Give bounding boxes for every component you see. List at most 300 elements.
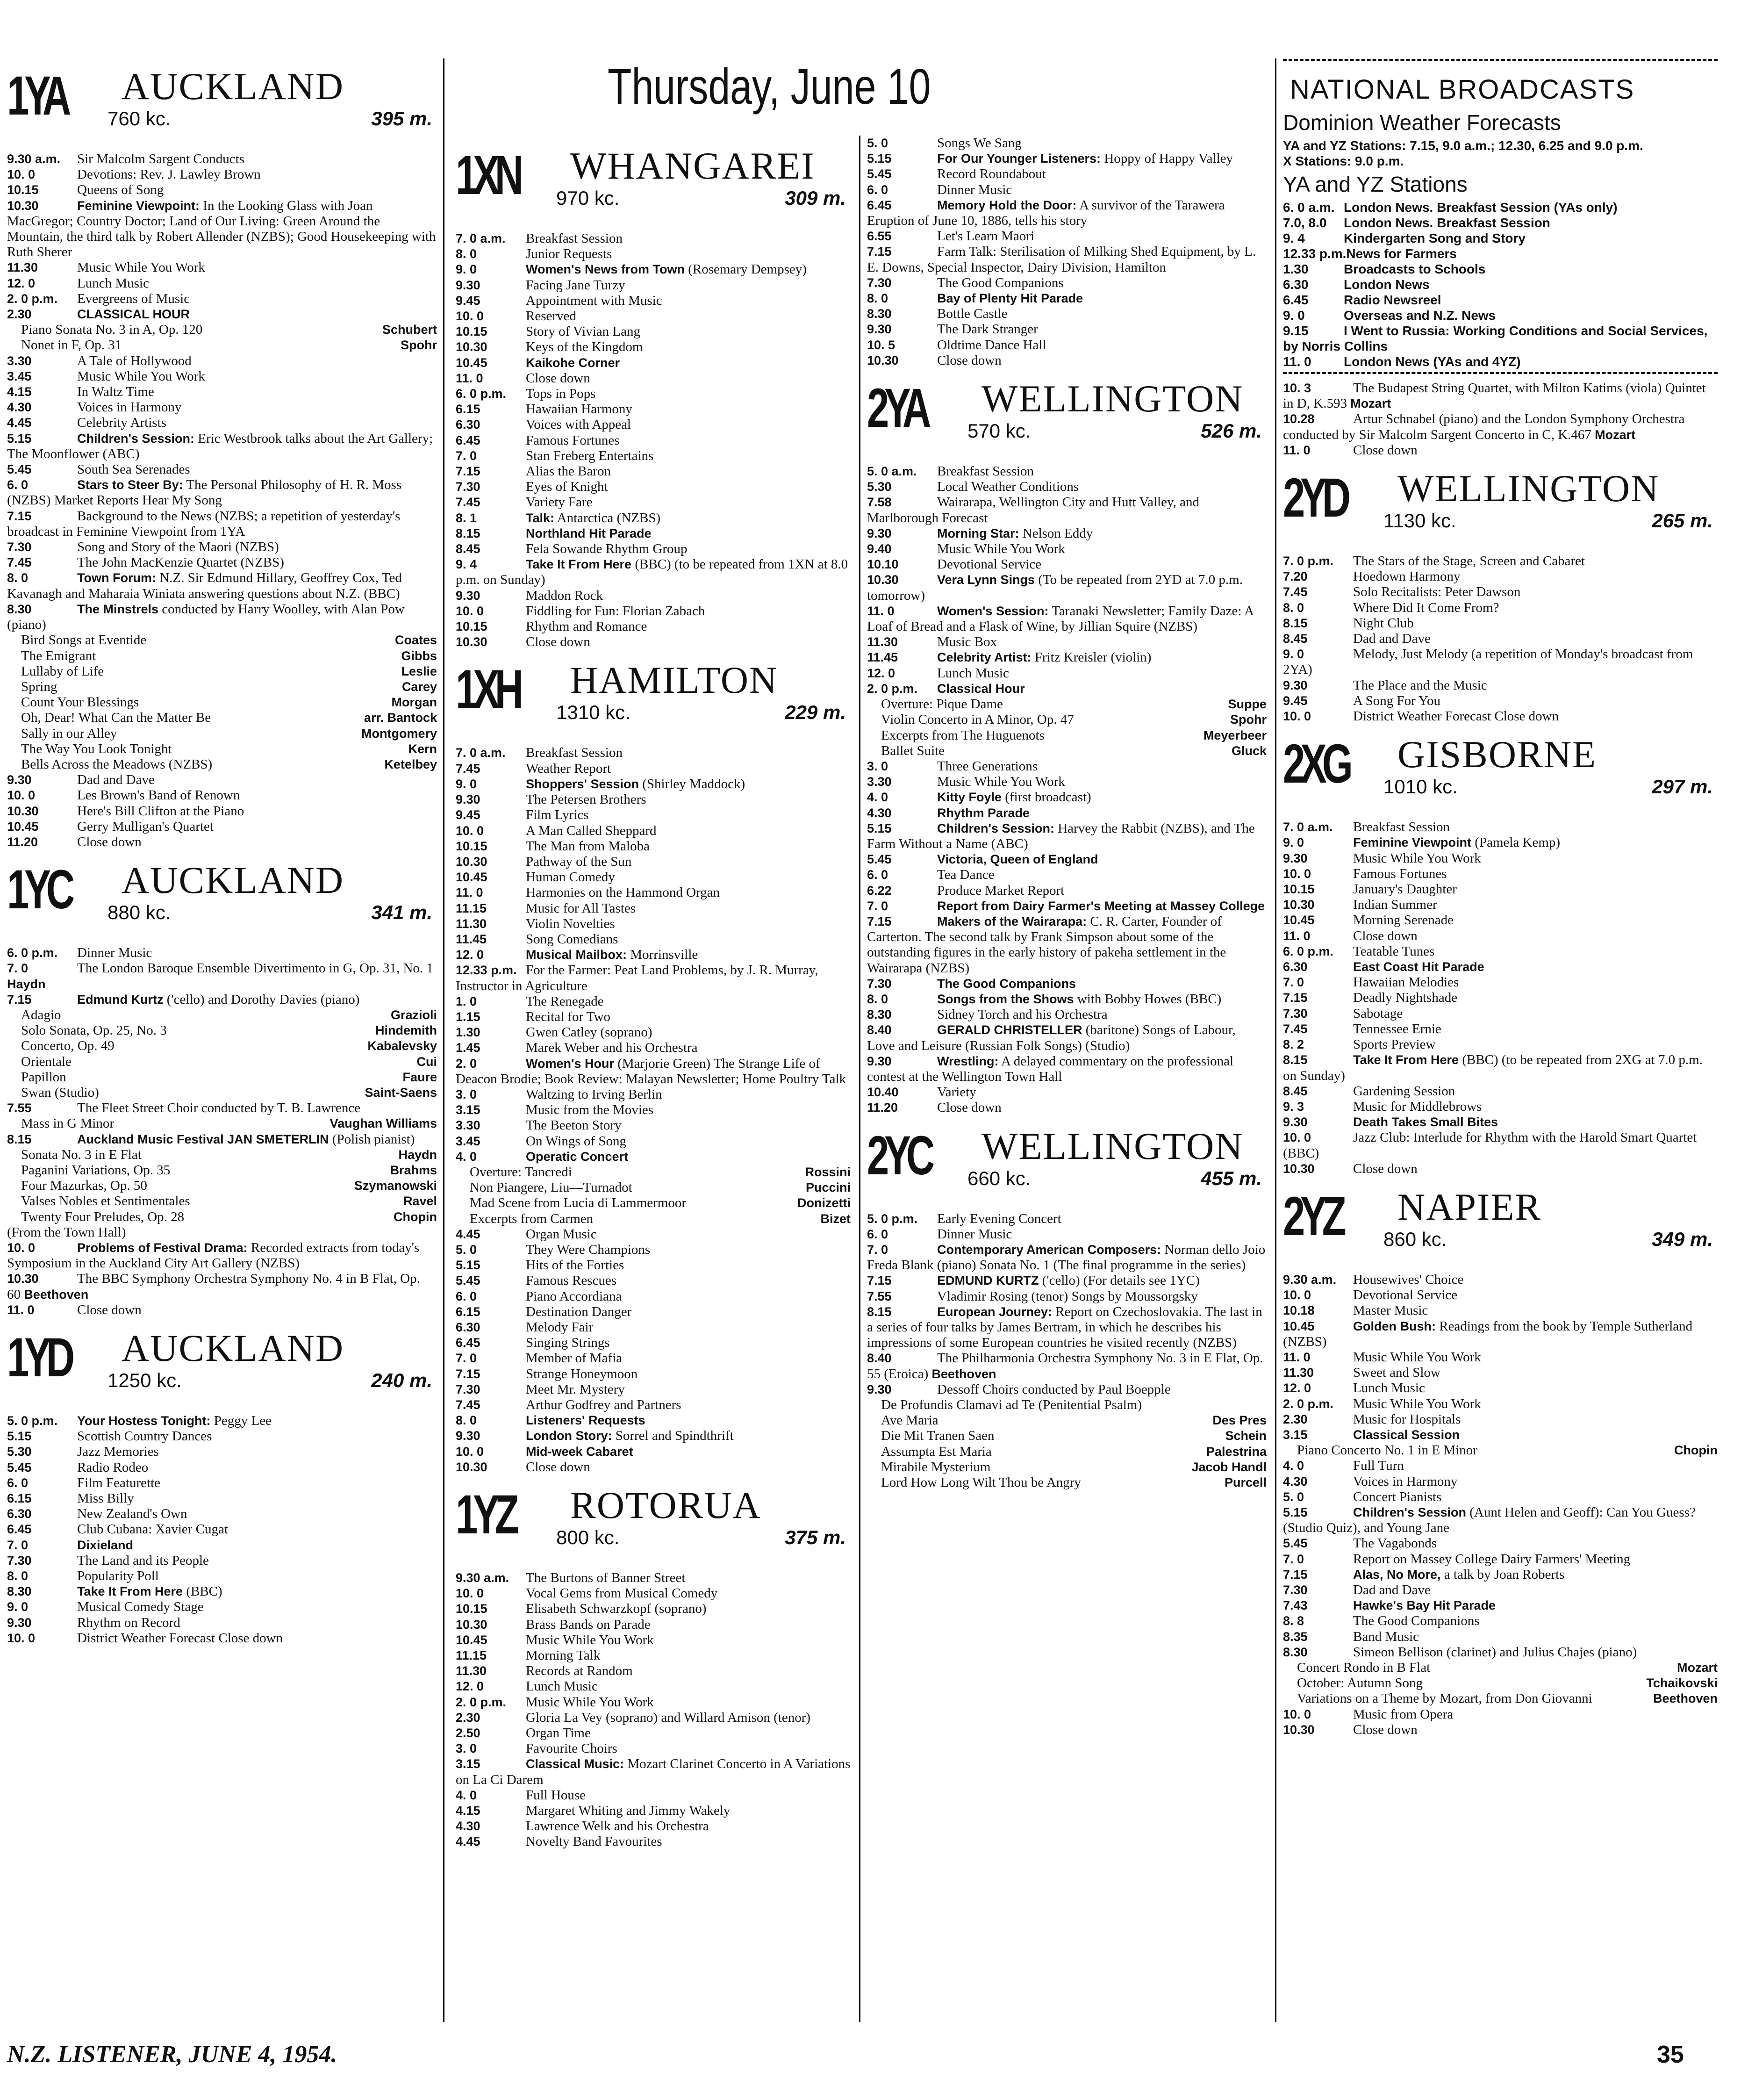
programme-time: 8. 1 (456, 511, 477, 525)
programme-time: 8. 0 (867, 992, 888, 1006)
programme-time: 10.15 (456, 1602, 487, 1616)
programme-item (7, 462, 437, 477)
programme-item (456, 1413, 851, 1428)
programme-time: 8.45 (1283, 632, 1308, 646)
programme-title: Harvey the Rabbit (NZBS), and The Farm Without a Name (ABC) (867, 820, 1255, 851)
programme-time: 9.30 (456, 792, 480, 807)
programme-title: Eyes of Knight (526, 479, 608, 495)
programme-title: Sweet and Slow (1353, 1365, 1440, 1381)
programme-time: 3.30 (867, 775, 892, 789)
programme-time: 10.10 (867, 557, 899, 572)
programme-highlight: Classical Music: (526, 1757, 624, 1771)
station-city: AUCKLAND (122, 65, 344, 108)
programme-title: The Petersen Brothers (526, 792, 646, 807)
programme-time: 11.30 (1283, 1366, 1314, 1380)
programme-highlight: The Minstrels (77, 602, 159, 616)
programme-time: 7.55 (7, 1101, 32, 1115)
programme-work (21, 1194, 437, 1209)
programme-time: 7. 0 (1283, 975, 1304, 990)
programme-time: 10. 0 (1283, 1288, 1311, 1302)
programme-title: Nelson Eddy (1022, 525, 1093, 541)
programme-time: 1. 0 (456, 994, 477, 1008)
programme-item (456, 994, 851, 1009)
programme-title: Celebrity Artists (77, 415, 166, 431)
composer: Ketelbey (384, 757, 437, 771)
work-title: Count Your Blessings (21, 695, 139, 710)
column-divider (859, 136, 860, 2022)
programme-time: 8.35 (1283, 1629, 1308, 1644)
programme-work (21, 338, 437, 353)
programme-item (1283, 616, 1718, 631)
programme-title: Rhythm on Record (77, 1615, 180, 1630)
programme-item (867, 572, 1267, 603)
news-item: Radio Newsreel (1344, 293, 1441, 307)
programme-item (456, 1273, 851, 1288)
programme-item (1283, 1350, 1718, 1365)
programme-title: Scottish Country Dances (77, 1429, 212, 1444)
station-city: WELLINGTON (981, 377, 1244, 420)
programme-work (881, 1413, 1267, 1428)
programme-item (456, 1009, 851, 1025)
programme-time: 3. 0 (456, 1741, 477, 1756)
programme-highlight: Death Takes Small Bites (1353, 1115, 1498, 1129)
programme-work (21, 1023, 437, 1038)
programme-time: 6.45 (7, 1522, 32, 1537)
work-title: Papillon (21, 1069, 66, 1085)
work-title: Spring (21, 679, 57, 694)
programme-item (456, 1648, 851, 1663)
programme-time: 8.30 (7, 1584, 32, 1599)
programme-time: 6.15 (7, 1491, 32, 1506)
programme-time: 8.30 (7, 602, 32, 616)
programme-item (867, 883, 1267, 899)
programme-highlight: Bay of Plenty Hit Parade (937, 291, 1083, 306)
programme-time: 9.30 (867, 322, 892, 337)
programme-title: The Stars of the Stage, Screen and Cabaret (1353, 554, 1585, 569)
station-frequency: 760 kc. (107, 108, 171, 129)
programme-time: 10. 0 (1283, 709, 1311, 724)
programme-title: Musical Comedy Stage (77, 1599, 204, 1615)
programme-title: Close down (526, 1459, 590, 1474)
programme-time: 5.45 (867, 852, 892, 867)
station-wavelength: 455 m. (1201, 1167, 1262, 1189)
programme-time: 7.30 (7, 1553, 32, 1568)
programme-time: 11. 0 (456, 885, 483, 900)
weather-list (1283, 138, 1718, 169)
station-header (867, 373, 1267, 462)
programme-time: 8.15 (456, 526, 480, 540)
programme-item (867, 852, 1267, 867)
programme-item (867, 774, 1267, 790)
programme-time: 2. 0 p.m. (456, 1695, 507, 1709)
programme-work (21, 1147, 437, 1163)
programme-item (7, 1491, 437, 1506)
programme-time: 9.30 a.m. (456, 1571, 509, 1585)
programme-item (867, 1007, 1267, 1022)
programme-time: 5.15 (867, 151, 892, 166)
programme-time: 4.30 (456, 1819, 480, 1834)
programme-time: 3.30 (456, 1118, 480, 1133)
programme-item (1283, 1272, 1718, 1287)
programme-item (456, 1663, 851, 1679)
programme-time: 10. 0 (1283, 1130, 1311, 1145)
programme-work (21, 1116, 437, 1131)
programme-title: Music Box (937, 634, 997, 650)
programme-time: 2. 0 p.m. (867, 681, 918, 696)
programme-item (456, 1382, 851, 1397)
programme-work (21, 1038, 437, 1054)
programme-item (1283, 600, 1718, 616)
programme-time: 9. 0 (7, 1600, 29, 1614)
composer: Tchaikovski (1646, 1676, 1718, 1690)
programme-highlight: GERALD CHRISTELLER (937, 1023, 1082, 1037)
programme-highlight: Alas, No More, (1353, 1567, 1441, 1582)
station-wavelength: 240 m. (371, 1369, 432, 1392)
composer: Kabalevsky (367, 1039, 437, 1053)
programme-highlight: Songs from the Shows (937, 992, 1074, 1006)
programme-item (456, 339, 851, 355)
composer: Grazioli (390, 1007, 437, 1022)
programme-item (456, 433, 851, 448)
programme-highlight: Women's Session: (937, 604, 1049, 618)
programme-item (7, 1615, 437, 1631)
programme-item (1283, 820, 1718, 835)
news-item: News for Farmers (1346, 246, 1457, 261)
programme-time: 3.45 (7, 369, 32, 383)
programme-time: 5. 0 (456, 1242, 477, 1257)
programme-title: ('cello) (For details see 1YC) (1042, 1273, 1200, 1288)
station-wavelength: 229 m. (785, 701, 846, 724)
programme-item (1283, 928, 1718, 944)
programme-time: 10. 0 (7, 788, 36, 803)
work-title: Bells Across the Meadows (NZBS) (21, 756, 213, 772)
programme-title: Dessoff Choirs conducted by Paul Boepple (937, 1381, 1171, 1397)
yayz-line (1283, 323, 1718, 354)
programme-work (1297, 1443, 1718, 1458)
programme-time: 10.30 (456, 1617, 487, 1632)
programme-time: 10.30 (7, 804, 39, 818)
station-wavelength: 309 m. (785, 187, 846, 209)
programme-title: Music from Opera (1353, 1706, 1454, 1722)
programme-highlight: Auckland Music Festival JAN SMETERLIN (77, 1132, 329, 1146)
programme-title: Les Brown's Band of Renown (77, 788, 240, 803)
yayz-heading: YA and YZ Stations (1283, 172, 1468, 196)
station-city: GISBORNE (1397, 733, 1597, 776)
programme-item (1283, 1722, 1718, 1738)
programme-time: 10. 0 (456, 823, 484, 838)
programme-item (867, 322, 1267, 337)
programme-title: A delayed commentary on the professional contest at the Wellington Town Hall (867, 1053, 1234, 1084)
programme-title: Voices in Harmony (77, 400, 182, 415)
programme-time: 6. 0 (867, 1227, 888, 1241)
programme-item (1283, 1084, 1718, 1099)
programme-work (881, 1428, 1267, 1444)
programme-title: In Waltz Time (77, 384, 154, 400)
programme-item (867, 634, 1267, 650)
programme-time: 12. 0 (456, 948, 484, 962)
news-time: 9.15 (1283, 324, 1309, 338)
programme-item (456, 932, 851, 947)
programme-time: 4.45 (7, 416, 32, 430)
work-title: The Emigrant (21, 648, 96, 663)
programme-title: Gloria La Vey (soprano) and Willard Amison (tenor) (526, 1710, 811, 1725)
programme-title: Famous Rescues (526, 1273, 617, 1288)
programme-item (456, 1788, 851, 1803)
station-wavelength: 265 m. (1652, 510, 1713, 532)
programme-title: Organ Time (526, 1726, 591, 1741)
programme-work (881, 728, 1267, 743)
programme-time: 7. 0 (456, 1351, 477, 1366)
programme-time: 8.30 (867, 1007, 892, 1022)
programme-title: The Good Companions (937, 275, 1064, 290)
programme-item (456, 839, 851, 854)
programme-item (867, 992, 1267, 1007)
programme-item (1283, 1613, 1718, 1629)
programme-item (456, 464, 851, 479)
work-title: Lord How Long Wilt Thou be Angry (881, 1475, 1081, 1490)
station-header (1283, 729, 1718, 818)
programme-item (867, 151, 1267, 166)
programme-item (1283, 1303, 1718, 1318)
programme-title: Music While You Work (1353, 1396, 1481, 1411)
programme-title: ('cello) and Dorothy Davies (piano) (166, 992, 360, 1007)
yayz-line (1283, 292, 1718, 308)
programme-title: (Rosemary Dempsey) (688, 262, 807, 277)
programme-title: (Polish pianist) (332, 1131, 415, 1147)
programme-highlight: Take It From Here (526, 557, 632, 572)
programme-item (456, 1428, 851, 1444)
programme-item (456, 823, 851, 839)
programme-item (456, 278, 851, 293)
programme-time: 4.30 (867, 805, 892, 820)
programme-time: 8.45 (456, 542, 480, 556)
programme-item (1283, 1037, 1718, 1052)
programme-time: 5.15 (867, 821, 892, 835)
programme-title: The Land and its People (77, 1553, 209, 1568)
programme-title: (first broadcast) (1005, 790, 1091, 805)
programme-time: 9.40 (867, 542, 892, 556)
programme-item (7, 804, 437, 819)
programme-time: 11. 0 (7, 1302, 35, 1317)
station-header (867, 1121, 1267, 1209)
programme-highlight: Stars to Steer By: (77, 478, 183, 492)
programme-item (456, 1087, 851, 1102)
programme-time: 7.15 (7, 509, 32, 523)
programme-item (456, 1460, 851, 1475)
news-item: London News. Breakfast Session (YAs only) (1344, 200, 1618, 215)
programme-title: Lunch Music (526, 1679, 598, 1694)
programme-title: A Tale of Hollywood (77, 353, 192, 368)
programme-item (1283, 1052, 1718, 1083)
programme-title: Singing Strings (526, 1335, 610, 1351)
programme-title: Hoedown Harmony (1353, 569, 1461, 584)
programme-time: 6. 0 (7, 478, 29, 492)
work-title: Adagio (21, 1007, 61, 1022)
programme-time: 2.50 (456, 1726, 480, 1740)
programme-title: Eric Westbrook talks about the Art Gallery; The Moonflower (ABC) (7, 431, 433, 461)
programme-time: 9.30 (456, 588, 480, 603)
programme-item (456, 1695, 851, 1710)
wavy-rule (1283, 372, 1718, 378)
programme-item (867, 604, 1267, 634)
programme-title: Fiddling for Fun: Florian Zabach (526, 603, 705, 618)
programme-work (881, 1397, 1267, 1413)
programme-highlight: Feminine Viewpoint (1353, 835, 1472, 850)
programme-time: 5.45 (7, 1460, 32, 1474)
programme-highlight: London Story: (526, 1429, 612, 1443)
work-title: October: Autumn Song (1297, 1676, 1423, 1691)
work-title: Valses Nobles et Sentimentales (21, 1194, 190, 1209)
programme-item (456, 246, 851, 262)
programme-title: Story of Vivian Lang (526, 324, 640, 339)
programme-title: Music from the Movies (526, 1102, 654, 1118)
programme-item (1283, 975, 1718, 990)
programme-title: Dad and Dave (77, 772, 155, 788)
programme-title: The Good Companions (1353, 1613, 1480, 1629)
work-title: Solo Sonata, Op. 25, No. 3 (21, 1023, 167, 1038)
programme-time: 10.15 (1283, 882, 1315, 897)
work-title: Oh, Dear! What Can the Matter Be (21, 710, 211, 726)
station-city: ROTORUA (570, 1484, 761, 1527)
programme-item (7, 276, 437, 291)
programme-title: Lawrence Welk and his Orchestra (526, 1819, 709, 1834)
programme-time: 10.30 (456, 854, 487, 869)
programme-title: Let's Learn Maori (937, 229, 1035, 244)
programme-time: 11.20 (7, 834, 38, 849)
programme-title: Song Comedians (526, 931, 618, 947)
yayz-line (1283, 308, 1718, 323)
composer: Spohr (401, 338, 437, 352)
programme-item (1283, 1130, 1718, 1161)
programme-title: District Weather Forecast Close down (1353, 709, 1559, 724)
programme-title: Junior Requests (526, 246, 612, 262)
programme-title: Club Cubana: Xavier Cugat (77, 1522, 228, 1537)
programme-work (881, 697, 1267, 712)
programme-time: 9. 3 (1283, 1099, 1304, 1114)
work-title: Swan (Studio) (21, 1085, 99, 1100)
station-call-sign: 1XH (456, 659, 519, 721)
programme-item (1283, 1365, 1718, 1381)
station-city: WELLINGTON (1397, 467, 1660, 510)
column-divider (443, 58, 444, 2022)
programme-item (456, 1351, 851, 1366)
programme-highlight: Talk: (526, 511, 555, 525)
programme-item (7, 1599, 437, 1615)
programme-work (21, 1085, 437, 1100)
programme-item (456, 1149, 851, 1165)
station-city: AUCKLAND (122, 859, 344, 902)
programme-title: Keys of the Kingdom (526, 339, 643, 355)
programme-highlight: Report from Dairy Farmer's Meeting at Massey College (937, 899, 1265, 913)
programme-item (456, 1025, 851, 1040)
programme-time: 10.18 (1283, 1303, 1315, 1318)
programme-time: 9.45 (1283, 693, 1308, 708)
work-title: Violin Concerto in A Minor, Op. 47 (881, 712, 1074, 727)
programme-time: 7.30 (456, 1382, 480, 1396)
programme-title: (Pamela Kemp) (1475, 835, 1561, 850)
programme-time: 9.30 (7, 773, 32, 787)
programme-title: The Renegade (526, 993, 604, 1009)
programme-item (867, 976, 1267, 992)
programme-item (456, 792, 851, 807)
station-frequency: 880 kc. (107, 901, 171, 924)
programme-highlight: Listeners' Requests (526, 1413, 645, 1428)
programme-item (456, 309, 851, 324)
programme-item (867, 495, 1267, 525)
programme-work (470, 1195, 851, 1211)
programme-item (456, 1586, 851, 1601)
programme-title: Reserved (526, 309, 576, 324)
programme-title: Morning Serenade (1353, 913, 1454, 928)
programme-work (881, 1460, 1267, 1475)
programme-work (21, 1007, 437, 1023)
programme-item (456, 557, 851, 588)
programme-item (456, 526, 851, 541)
composer: Meyerbeer (1203, 728, 1267, 742)
page-date-header: Thursday, June 10 (608, 58, 931, 115)
programme-item (456, 885, 851, 900)
programme-title: Music for Hospitals (1353, 1411, 1461, 1427)
programme-title: (Marjorie Green) The Strange Life of Deacon Brodie; Book Review: Malayan Newsletter; Home Poultry Talk (456, 1056, 846, 1086)
programme-time: 9.30 (1283, 678, 1308, 692)
programme-item (456, 963, 851, 993)
programme-time: 10.45 (456, 1633, 487, 1647)
programme-highlight: Town Forum: (77, 571, 156, 585)
programme-title: (baritone) Songs of Labour, Love and Leisure (Russian Folk Songs) (Studio) (867, 1022, 1236, 1053)
programme-time: 9.30 (456, 1429, 480, 1443)
programme-title: Master Music (1353, 1303, 1428, 1318)
work-title: Orientale (21, 1054, 72, 1069)
programme-item (7, 384, 437, 400)
programme-item (7, 1506, 437, 1522)
programme-time: 8. 0 (456, 247, 477, 261)
programme-highlight: Problems of Festival Drama: (77, 1241, 248, 1255)
programme-title: Norman dello Joio Freda Blank (piano) Sonata No. 1 (The final programme in the series) (867, 1242, 1266, 1273)
programme-title: Appointment with Music (526, 293, 662, 308)
programme-title: (Shirley Maddock) (642, 776, 745, 791)
composer: Mozart (1595, 427, 1636, 442)
programme-time: 5. 0 (1283, 1489, 1304, 1504)
programme-time: 7.43 (1283, 1598, 1308, 1613)
programme-time: 9.45 (456, 293, 480, 308)
programme-item (7, 788, 437, 803)
programme-item (456, 901, 851, 916)
programme-title: Taranaki Newsletter; Family Daze: A Loaf of Bread and a Flask of Wine, by Jillian Squire (NZBS) (867, 603, 1254, 634)
programme-item (867, 759, 1267, 774)
station-call-sign: 1YC (7, 859, 71, 921)
programme-item (867, 821, 1267, 852)
programme-title: District Weather Forecast Close down (77, 1630, 283, 1646)
programme-title: Close down (77, 834, 142, 849)
programme-title: Wairarapa, Wellington City and Hutt Valley, and Marlborough Forecast (867, 495, 1199, 525)
programme-work (21, 664, 437, 679)
programme-time: 8.15 (867, 1304, 892, 1319)
programme-item (867, 526, 1267, 541)
composer: Rossini (805, 1165, 851, 1179)
programme-time: 5.30 (7, 1445, 32, 1459)
programme-item (7, 539, 437, 555)
programme-item (1283, 709, 1718, 724)
programme-time: 2.30 (1283, 1412, 1308, 1426)
composer: Chopin (394, 1209, 437, 1224)
programme-title: Breakfast Session (526, 231, 623, 246)
programme-time: 10.28 (1283, 412, 1315, 426)
programme-time: 7.15 (1283, 1567, 1308, 1582)
programme-title: Simeon Bellison (clarinet) and Julius Chajes (piano) (1353, 1644, 1637, 1660)
programme-time: 7.15 (456, 1366, 480, 1381)
programme-item (867, 1227, 1267, 1242)
programme-time: 4.15 (7, 385, 32, 399)
